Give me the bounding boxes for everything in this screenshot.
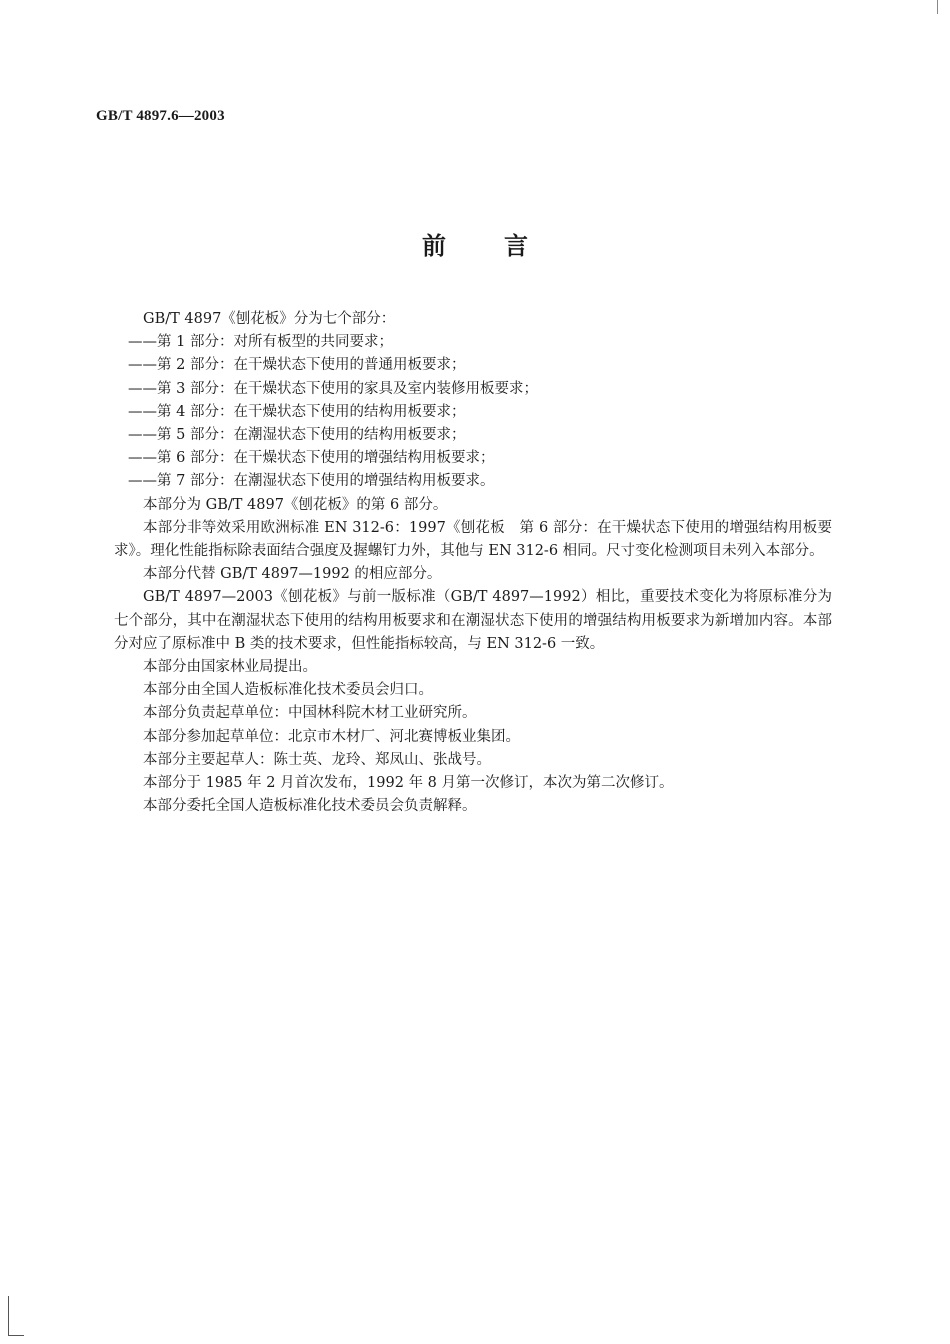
scan-edge-mark: [8, 1296, 9, 1336]
paragraph: 本部分于 1985 年 2 月首次发布，1992 年 8 月第一次修订，本次为第二次修订。: [143, 775, 674, 792]
page-title: 前言: [422, 231, 586, 260]
list-item: ——第 7 部分：在潮湿状态下使用的增强结构用板要求。: [128, 473, 495, 490]
document-number: GB/T 4897.6—2003: [96, 108, 225, 124]
scan-edge-mark-horizontal: [8, 1335, 24, 1336]
paragraph: 本部分代替 GB/T 4897—1992 的相应部分。: [143, 566, 442, 583]
list-item: ——第 4 部分：在干燥状态下使用的结构用板要求；: [128, 403, 466, 420]
paragraph: 本部分由全国人造板标准化技术委员会归口。: [143, 682, 433, 699]
list-item: ——第 1 部分：对所有板型的共同要求；: [128, 334, 393, 351]
paragraph: 本部分主要起草人：陈士英、龙玲、郑凤山、张战号。: [143, 751, 491, 768]
paragraph: GB/T 4897—2003《刨花板》与前一版标准（GB/T 4897—1992）相比，重要技术变化为将原标准分为七个部分，其中在潮湿状态下使用的结构用板要求和在潮湿状态下使用的增强结构用板要求为新增加内容。本部分对应了原标准中 B 类的技术要求，但性能指标较高，与 EN 312-6 一致。: [114, 589, 832, 652]
paragraph: 本部分为 GB/T 4897《刨花板》的第 6 部分。: [143, 496, 448, 513]
paragraph: GB/T 4897《刨花板》分为七个部分：: [143, 311, 396, 327]
paragraph: 本部分由国家林业局提出。: [143, 659, 317, 676]
scan-edge-tick: [937, 0, 938, 14]
paragraph: 本部分委托全国人造板标准化技术委员会负责解释。: [143, 798, 477, 815]
list-item: ——第 3 部分：在干燥状态下使用的家具及室内装修用板要求；: [128, 380, 538, 397]
paragraph: 本部分负责起草单位：中国林科院木材工业研究所。: [143, 705, 477, 722]
list-item: ——第 5 部分：在潮湿状态下使用的结构用板要求；: [128, 427, 466, 444]
list-item: ——第 2 部分：在干燥状态下使用的普通用板要求；: [128, 357, 466, 374]
list-item: ——第 6 部分：在干燥状态下使用的增强结构用板要求；: [128, 450, 495, 467]
foreword-body: [114, 308, 832, 818]
paragraph: 本部分非等效采用欧洲标准 EN 312-6：1997《刨花板 第 6 部分：在干燥状态下使用的增强结构用板要求》。理化性能指标除表面结合强度及握螺钉力外，其他与 EN 312-6 相同。尺寸变化检测项目未列入本部分。: [114, 519, 832, 560]
paragraph: 本部分参加起草单位：北京市木材厂、河北赛博板业集团。: [143, 728, 520, 745]
